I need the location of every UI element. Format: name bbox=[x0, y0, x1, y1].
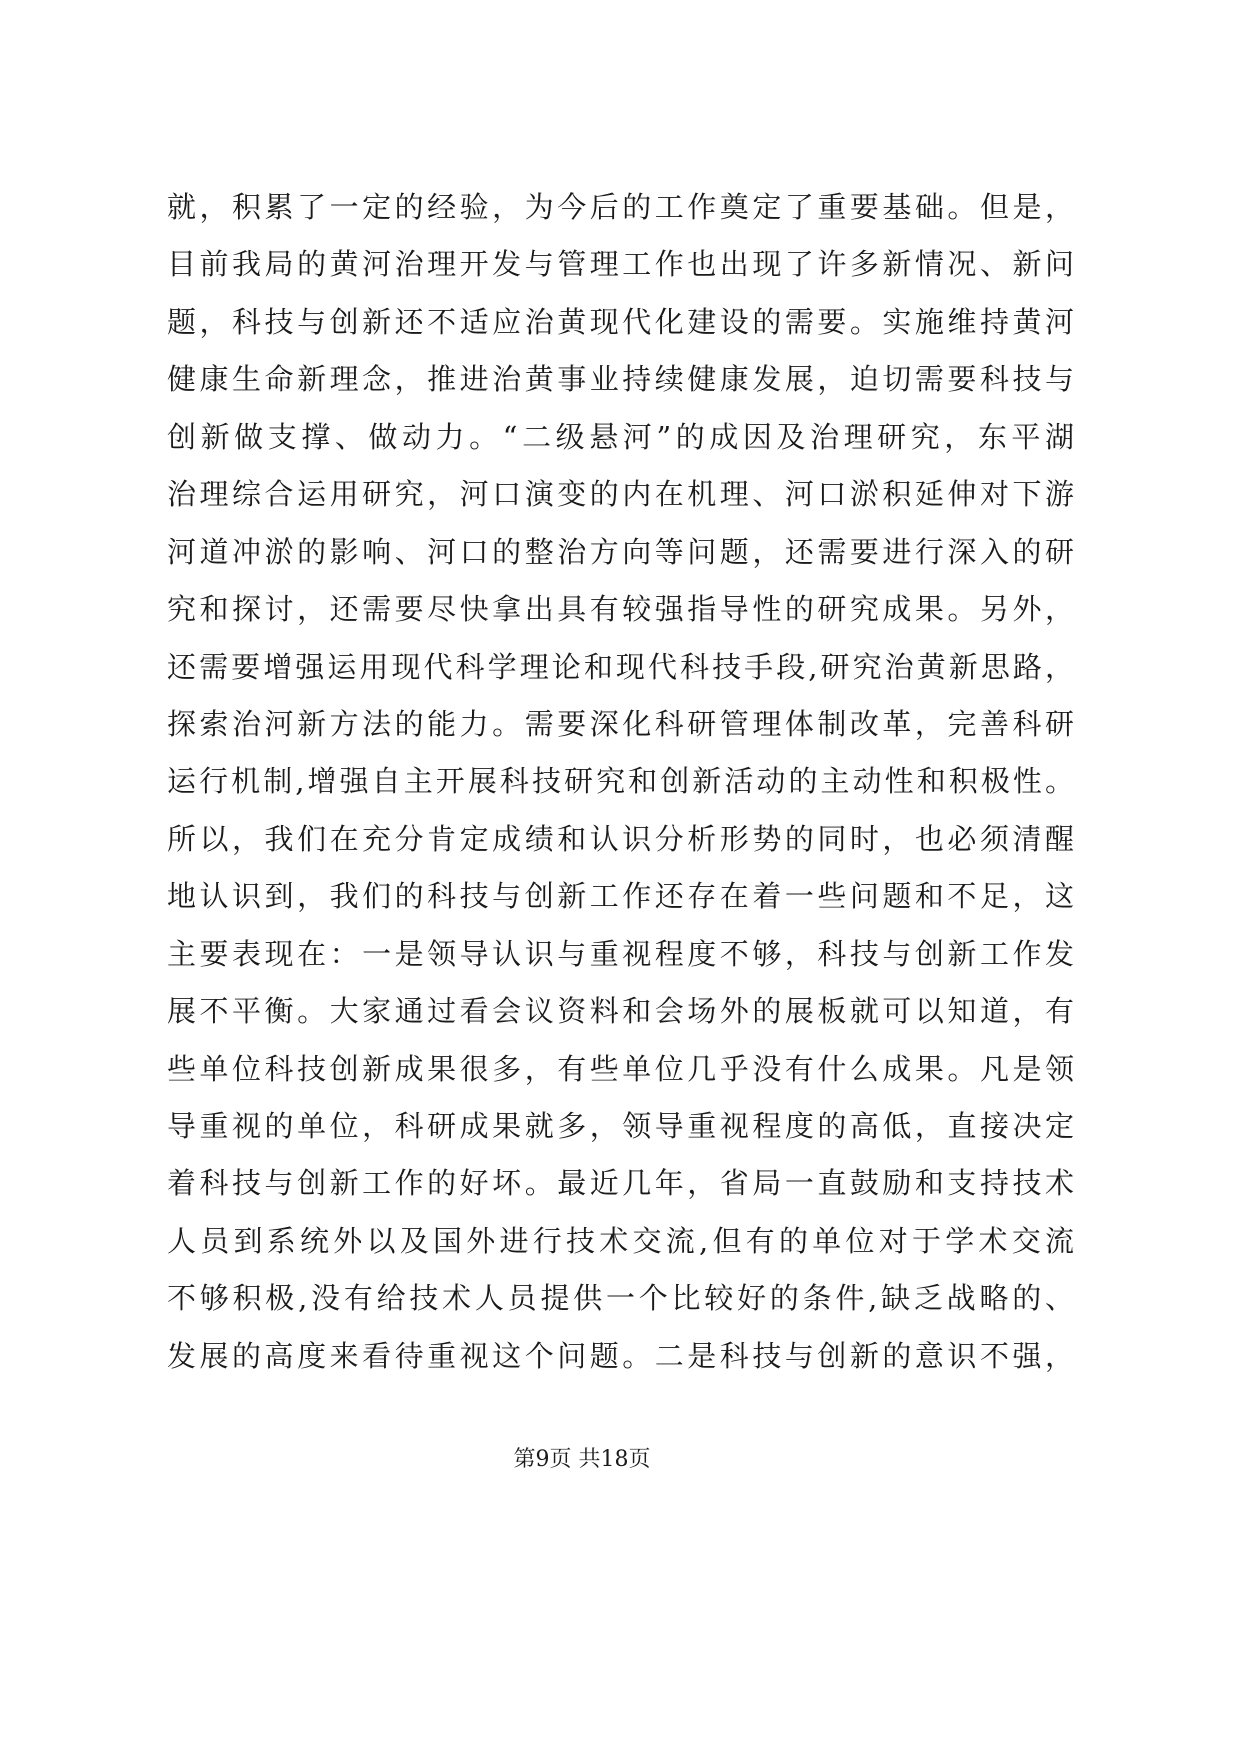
text-line: 不够积极,没有给技术人员提供一个比较好的条件,缺乏战略的、 bbox=[167, 1281, 1074, 1316]
text-line: 些单位科技创新成果很多，有些单位几乎没有什么成果。凡是领 bbox=[167, 1051, 1074, 1086]
body-text bbox=[167, 179, 1074, 1385]
text-line: 发展的高度来看待重视这个问题。二是科技与创新的意识不强， bbox=[167, 1338, 1074, 1373]
text-line: 就，积累了一定的经验，为今后的工作奠定了重要基础。但是， bbox=[167, 190, 1074, 224]
text-line: 地认识到，我们的科技与创新工作还存在着一些问题和不足，这 bbox=[167, 879, 1074, 914]
text-line: 题，科技与创新还不适应治黄现代化建设的需要。实施维持黄河 bbox=[167, 304, 1074, 339]
text-line: 还需要增强运用现代科学理论和现代科技手段,研究治黄新思路， bbox=[167, 649, 1074, 684]
text-line: 导重视的单位，科研成果就多，领导重视程度的高低，直接决定 bbox=[167, 1109, 1074, 1143]
text-line: 展不平衡。大家通过看会议资料和会场外的展板就可以知道，有 bbox=[167, 994, 1074, 1029]
text-line: 河道冲淤的影响、河口的整治方向等问题，还需要进行深入的研 bbox=[167, 534, 1074, 569]
text-line: 人员到系统外以及国外进行技术交流,但有的单位对于学术交流 bbox=[167, 1223, 1074, 1258]
text-line: 着科技与创新工作的好坏。最近几年，省局一直鼓励和支持技术 bbox=[167, 1166, 1074, 1201]
page-footer: 第9页 共18页 bbox=[513, 1447, 651, 1472]
text-line: 究和探讨，还需要尽快拿出具有较强指导性的研究成果。另外， bbox=[167, 592, 1074, 627]
text-line: 目前我局的黄河治理开发与管理工作也出现了许多新情况、新问 bbox=[167, 247, 1074, 282]
text-line: 运行机制,增强自主开展科技研究和创新活动的主动性和积极性。 bbox=[167, 764, 1074, 799]
text-line: 主要表现在：一是领导认识与重视程度不够，科技与创新工作发 bbox=[167, 936, 1074, 971]
text-line: 探索治河新方法的能力。需要深化科研管理体制改革，完善科研 bbox=[167, 706, 1074, 741]
text-line: 创新做支撑、做动力。“二级悬河”的成因及治理研究，东平湖 bbox=[167, 419, 1074, 454]
text-line: 治理综合运用研究，河口演变的内在机理、河口淤积延伸对下游 bbox=[167, 477, 1074, 512]
text-line: 所以，我们在充分肯定成绩和认识分析形势的同时，也必须清醒 bbox=[167, 821, 1074, 856]
text-line: 健康生命新理念，推进治黄事业持续健康发展，迫切需要科技与 bbox=[167, 362, 1074, 397]
